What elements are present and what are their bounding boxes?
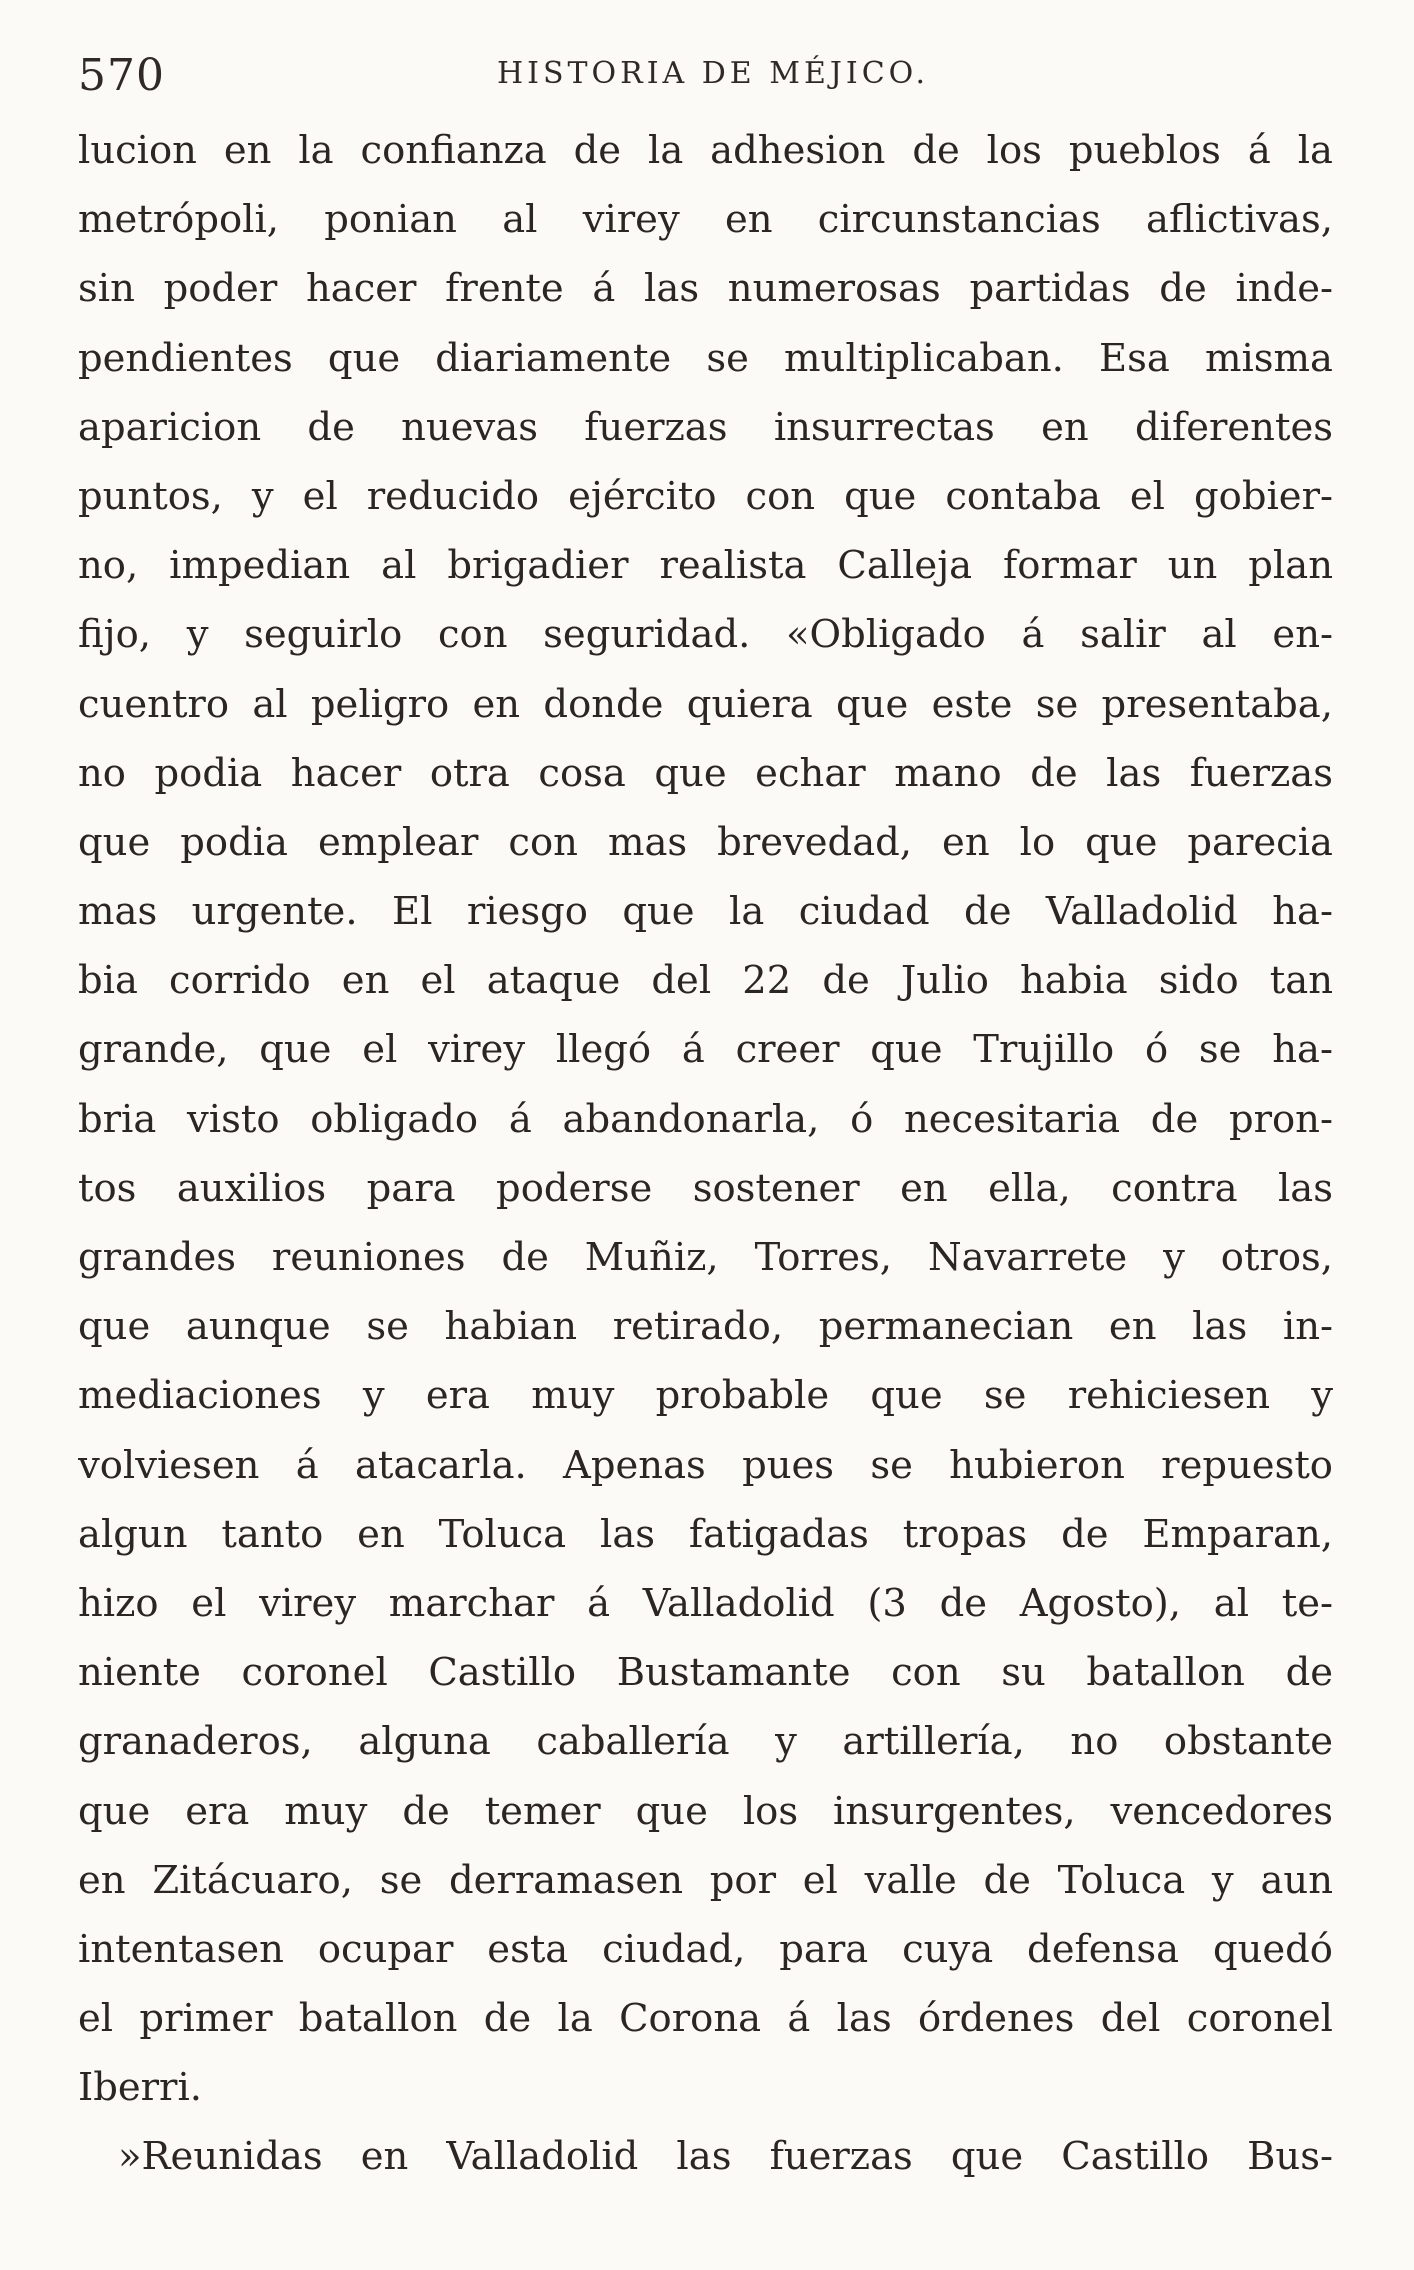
- text-line: intentasen ocupar esta ciudad, para cuya defensa quedó: [78, 1926, 1333, 1972]
- paragraph-end-line: Iberri.: [78, 2065, 202, 2111]
- text-line: niente coronel Castillo Bustamante con su batallon de: [78, 1650, 1333, 1696]
- text-line: no podia hacer otra cosa que echar mano de las fuerzas: [78, 750, 1333, 796]
- text-line: que podia emplear con mas brevedad, en lo que parecia: [78, 819, 1333, 865]
- text-line: aparicion de nuevas fuerzas insurrectas en diferentes: [78, 404, 1333, 450]
- text-line: bia corrido en el ataque del 22 de Julio habia sido tan: [78, 958, 1333, 1004]
- text-line: grande, que el virey llegó á creer que Trujillo ó se ha-: [78, 1027, 1333, 1073]
- text-line: pendientes que diariamente se multiplicaban. Esa misma: [78, 335, 1333, 381]
- text-line: cuentro al peligro en donde quiera que este se presentaba,: [78, 681, 1333, 727]
- text-line: puntos, y el reducido ejército con que contaba el gobier-: [78, 473, 1333, 519]
- text-line: lucion en la confianza de la adhesion de los pueblos á la: [78, 128, 1333, 173]
- running-title: HISTORIA DE MÉJICO.: [496, 56, 930, 91]
- text-line: volviesen á atacarla. Apenas pues se hubieron repuesto: [78, 1442, 1333, 1488]
- text-line: granaderos, alguna caballería y artillería, no obstante: [78, 1719, 1333, 1765]
- page-number: 570: [78, 50, 165, 101]
- running-head: [78, 46, 1348, 106]
- text-line: bria visto obligado á abandonarla, ó necesitaria de pron-: [78, 1096, 1333, 1142]
- text-line: que era muy de temer que los insurgentes, vencedores: [78, 1788, 1333, 1834]
- text-line: el primer batallon de la Corona á las órdenes del coronel: [78, 1996, 1333, 2042]
- text-line: sin poder hacer frente á las numerosas partidas de inde-: [78, 266, 1333, 312]
- body-text: [78, 116, 1333, 2192]
- text-line: hizo el virey marchar á Valladolid (3 de Agosto), al te-: [78, 1580, 1333, 1626]
- text-line: algun tanto en Toluca las fatigadas tropas de Emparan,: [78, 1511, 1333, 1557]
- text-line: en Zitácuaro, se derramasen por el valle de Toluca y aun: [78, 1857, 1333, 1903]
- text-line: mas urgente. El riesgo que la ciudad de Valladolid ha-: [78, 889, 1333, 935]
- text-line: tos auxilios para poderse sostener en ella, contra las: [78, 1165, 1333, 1211]
- text-line: metrópoli, ponian al virey en circunstancias aflictivas,: [78, 197, 1333, 243]
- text-line: que aunque se habian retirado, permanecian en las in-: [78, 1304, 1333, 1350]
- text-line: grandes reuniones de Muñiz, Torres, Navarrete y otros,: [78, 1235, 1333, 1280]
- paragraph-start-line: »Reunidas en Valladolid las fuerzas que Castillo Bus-: [118, 2134, 1333, 2180]
- text-line: no, impedian al brigadier realista Calleja formar un plan: [78, 543, 1333, 589]
- text-line: fijo, y seguirlo con seguridad. «Obligado á salir al en-: [78, 612, 1333, 658]
- text-line: mediaciones y era muy probable que se rehiciesen y: [78, 1373, 1333, 1419]
